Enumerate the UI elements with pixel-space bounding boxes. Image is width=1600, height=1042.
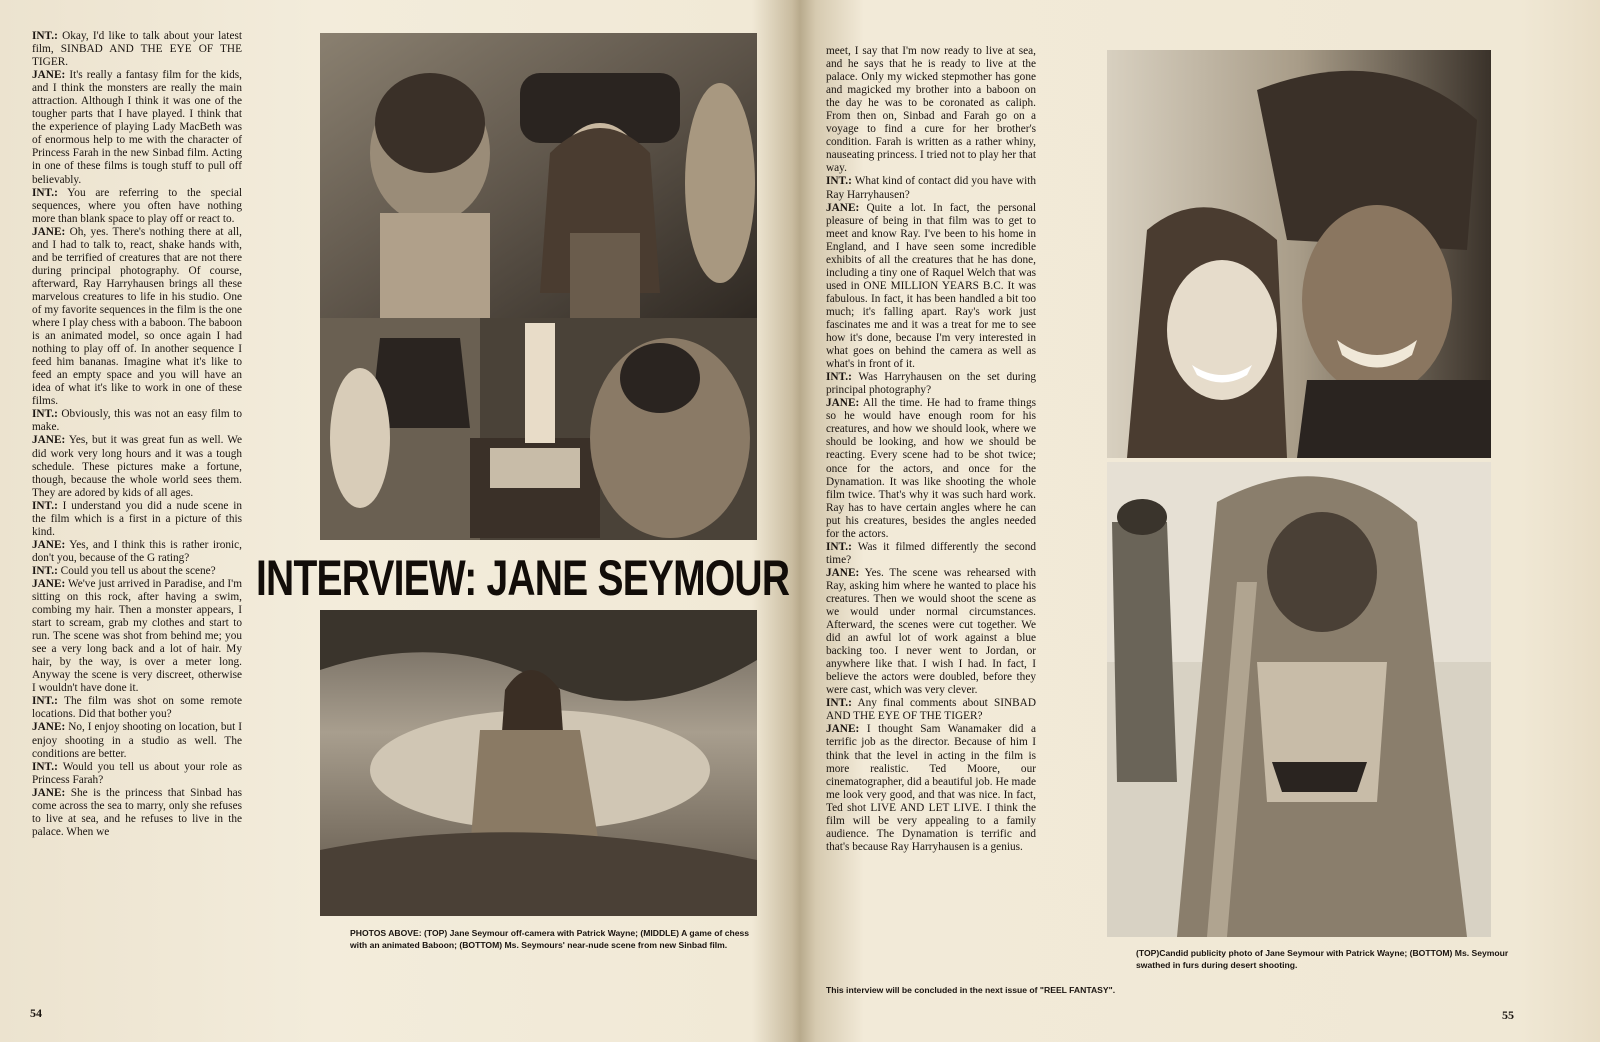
paragraph-text: I thought Sam Wanamaker did a terrific job as the director. Because of him I think that the level in acting in the film is more realistic. Ted Moore, our cinematographer, did a beautiful job. He made me look very good, and that was nice. In fact, Ted shot LIVE AND LET LIVE. I think the film will be very appealing to a family audience. The Dynamation is terrific and that's because Ray Harryhausen is a genius. xyxy=(826,723,1036,853)
speaker-label: INT.: xyxy=(32,30,58,42)
page-number-left: 54 xyxy=(30,1006,42,1020)
paragraph-text: Could you tell us about the scene? xyxy=(60,564,216,577)
speaker-label: JANE: xyxy=(32,786,66,799)
paragraph-text: Quite a lot. In fact, the personal pleasure of being in that film was to get to meet and know Ray. I've been to his home in England, and I have seen some incredible exhibits of all the creatures that he has done, including a tiny one of Raquel Welch that was used in ONE MILLION YEARS B.C. It was fabulous. In fact, it has been handled a bit too much; it's falling apart. Ray's work just fascinates me and it was a treat for me to see how it's done, because I'm very interested in what goes on behind the camera as well as what's in front of it. xyxy=(826,201,1036,371)
speaker-label: INT.: xyxy=(32,186,58,199)
speaker-label: JANE: xyxy=(32,721,66,734)
speaker-label: INT.: xyxy=(826,697,852,710)
page-number-right: 55 xyxy=(1502,1008,1514,1022)
interview-paragraph xyxy=(826,541,1036,567)
photo-right-top-publicity xyxy=(1107,50,1491,458)
caption-left-photos: PHOTOS ABOVE: (TOP) Jane Seymour off-camera with Patrick Wayne; (MIDDLE) A game of chess with an animated Baboon; (BOTTOM) Ms. Seymours' near-nude scene from new Sinbad film. xyxy=(350,928,750,950)
speaker-label: INT.: xyxy=(826,371,852,384)
speaker-label: INT.: xyxy=(32,760,58,773)
interview-paragraph xyxy=(32,539,242,565)
paragraph-text: Oh, yes. There's nothing there at all, and I had to talk to, react, shake hands with, and be terrified of creatures that are not there during principal photography. Of course, afterward, Ray Harryhausen brings all these marvelous creatures to life in his studio. One of my favorite sequences in the film is the one where I play chess with a baboon. The baboon is an animated model, so once again I had nothing to play off of. In another sequence I feed him bananas. Imagine what it's like to feed an empty space and you will have an idea of what it's like to work in one of these films. xyxy=(32,225,242,408)
interview-paragraph xyxy=(32,408,242,434)
right-interview-column xyxy=(826,45,1036,854)
speaker-label: INT.: xyxy=(826,540,852,553)
paragraph-text: Okay, I'd like to talk about your latest film, SINBAD AND THE EYE OF THE TIGER. xyxy=(32,30,242,69)
closing-note: This interview will be concluded in the next issue of "REEL FANTASY". xyxy=(826,985,1116,995)
paragraph-text: Was it filmed differently the second time? xyxy=(826,540,1037,566)
paragraph-text: It's really a fantasy film for the kids, and I think the monsters are really the main attraction. Although I think it was one of the tougher parts that I have played. I think that the experience of playing Lady MacBeth was of enormous help to me with the character of Princess Farah in the new Sinbad film. Acting in one of these films is tough stuff to pull off believably. xyxy=(32,69,242,186)
speaker-label: INT.: xyxy=(32,408,58,421)
interview-paragraph xyxy=(32,30,242,69)
speaker-label: INT.: xyxy=(826,175,852,188)
interview-paragraph xyxy=(826,175,1036,201)
photo-bottom-rock-scene xyxy=(320,610,757,916)
interview-paragraph xyxy=(826,697,1036,723)
headline: INTERVIEW: JANE SEYMOUR xyxy=(256,550,790,606)
paragraph-text: What kind of contact did you have with Ray Harryhausen? xyxy=(826,175,1036,201)
speaker-label: JANE: xyxy=(32,434,66,447)
paragraph-text: I understand you did a nude scene in the film which is a first in a picture of this kind. xyxy=(32,499,242,538)
interview-paragraph xyxy=(32,434,242,499)
paragraph-text: Would you tell us about your role as Princess Farah? xyxy=(32,760,243,786)
speaker-label: JANE: xyxy=(826,397,860,410)
speaker-label: JANE: xyxy=(826,566,860,579)
speaker-label: INT.: xyxy=(32,499,58,512)
interview-paragraph xyxy=(32,500,242,539)
paragraph-text: Yes. The scene was rehearsed with Ray, asking him where he wanted to place his creatures. Then we would shoot the scene as we would under normal circumstances. Afterward, the scenes were cut together. We did an awful lot of work against a blue backing too. I never went to Jordan, or anywhere like that. I wish I had. In fact, I believe the actors were doubled, before they were cast, which was very clever. xyxy=(826,566,1036,697)
interview-paragraph xyxy=(32,761,242,787)
speaker-label: INT.: xyxy=(32,564,58,577)
speaker-label: JANE: xyxy=(826,201,860,214)
interview-paragraph xyxy=(826,723,1036,853)
interview-paragraph xyxy=(826,45,1036,175)
speaker-label: JANE: xyxy=(826,723,860,736)
paragraph-text: meet, I say that I'm now ready to live at sea, and he says that he is ready to live at the palace. Only my wicked stepmother has gone and magicked my brother into a baboon on the day he was to be coronated as caliph. From then on, Sinbad and Farah go on a voyage to find a cure for her brother's condition. Farah is written as a rather whiny, nauseating princess. I tried not to play her that way. xyxy=(826,45,1036,175)
interview-paragraph xyxy=(32,721,242,760)
speaker-label: JANE: xyxy=(32,69,66,82)
paragraph-text: Any final comments about SINBAD AND THE EYE OF THE TIGER? xyxy=(826,697,1037,723)
caption-right-photos: (TOP)Candid publicity photo of Jane Seymour with Patrick Wayne; (BOTTOM) Ms. Seymour swathed in furs during desert shooting. xyxy=(1136,948,1509,970)
interview-paragraph xyxy=(32,226,242,409)
interview-paragraph xyxy=(32,787,242,839)
paragraph-text: You are referring to the special sequences, where you often have nothing more than blank space to play off or react to. xyxy=(32,186,243,225)
interview-paragraph xyxy=(826,202,1036,372)
interview-paragraph xyxy=(826,397,1036,541)
interview-paragraph xyxy=(32,695,242,721)
speaker-label: JANE: xyxy=(32,577,66,590)
paragraph-text: The film was shot on some remote locations. Did that bother you? xyxy=(32,695,242,721)
left-interview-column xyxy=(32,30,242,839)
paragraph-text: All the time. He had to frame things so he would have enough room for his creatures, and how we should look, where we should be looking, and how we should be reacting. Every scene had to be shot twice; once for the actors, and once for the Dynamation. It was like shooting the whole film twice. That's why it was such hard work. Ray has to have certain angles where he can put his creatures, besides the angles needed for the actors. xyxy=(826,397,1036,540)
photo-right-bottom-furs xyxy=(1107,462,1491,937)
photo-middle-chess xyxy=(320,318,757,540)
paragraph-text: We've just arrived in Paradise, and I'm sitting on this rock, after having a swim, combing my hair. Then a monster appears, I start to scream, grab my clothes and start to run. The scene was shot from behind me; you see a very long back and a lot of hair. My hair, by the way, is over a meter long. Anyway the scene is very discreet, otherwise I wouldn't have done it. xyxy=(32,577,242,695)
interview-paragraph xyxy=(32,187,242,226)
paragraph-text: She is the princess that Sinbad has come across the sea to marry, only she refuses to live at sea, and he refuses to live in the palace. When we xyxy=(32,786,242,838)
interview-paragraph xyxy=(826,567,1036,697)
interview-paragraph xyxy=(32,565,242,578)
paragraph-text: Yes, and I think this is rather ironic, don't you, because of the G rating? xyxy=(32,538,242,564)
paragraph-text: Obviously, this was not an easy film to make. xyxy=(32,408,243,434)
paragraph-text: Was Harryhausen on the set during principal photography? xyxy=(826,371,1036,397)
photo-top-offcamera xyxy=(320,33,757,323)
paragraph-text: Yes, but it was great fun as well. We did work very long hours and it was a tough schedule. These pictures make a fortune, though, because the whole world sees them. They are adored by kids of all ages. xyxy=(32,434,243,499)
interview-paragraph xyxy=(32,578,242,695)
paragraph-text: No, I enjoy shooting on location, but I enjoy shooting in a studio as well. The conditions are better. xyxy=(32,721,242,760)
interview-paragraph xyxy=(826,371,1036,397)
speaker-label: INT.: xyxy=(32,695,58,708)
speaker-label: JANE: xyxy=(32,225,66,238)
interview-paragraph xyxy=(32,69,242,186)
speaker-label: JANE: xyxy=(32,538,66,551)
